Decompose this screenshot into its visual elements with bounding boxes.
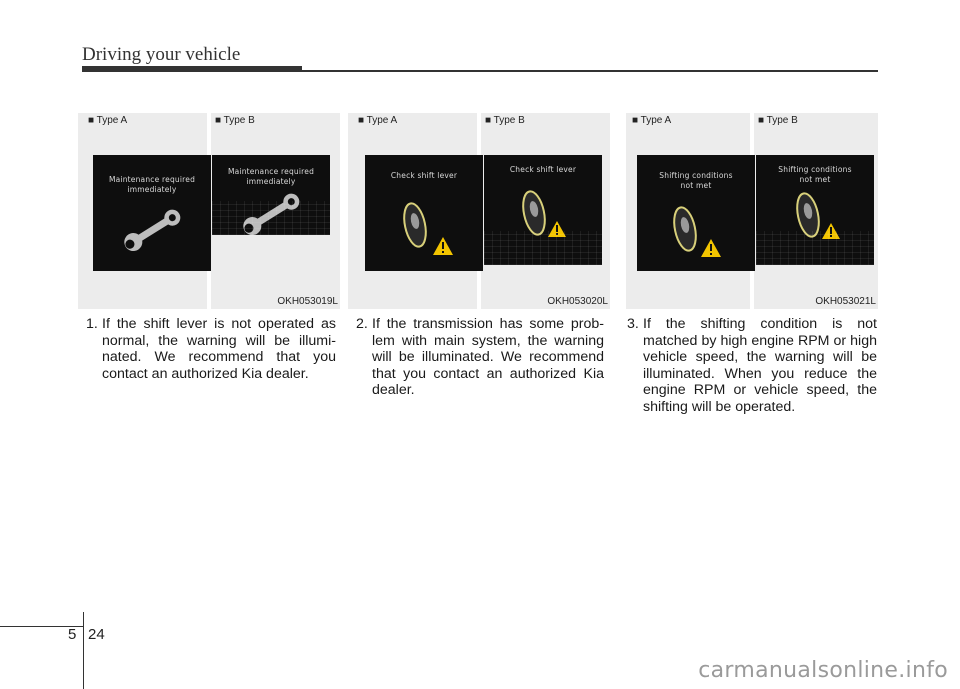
screen-message: Check shift lever (390, 171, 458, 180)
instruction-item-2 (356, 316, 604, 399)
image-code: OKH053020L (547, 296, 608, 307)
shift-lever-warning-icon (756, 155, 874, 265)
type-b-label: ■ Type B (485, 115, 525, 126)
type-b-label: ■ Type B (215, 115, 255, 126)
item-number: 1. (86, 316, 98, 332)
figure-panel-shifting-conditions (626, 113, 878, 309)
screen-message: Maintenance required immediately (227, 167, 315, 186)
image-code: OKH053019L (277, 296, 338, 307)
shift-lever-warning-icon (637, 155, 755, 271)
instruction-item-3 (627, 316, 877, 416)
cluster-screen-type-b (212, 155, 330, 235)
cluster-screen-type-a (365, 155, 483, 271)
instruction-item-1 (86, 316, 336, 382)
screen-message: Check shift lever (509, 165, 577, 174)
shift-lever-warning-icon (484, 155, 602, 265)
cluster-screen-type-b (756, 155, 874, 265)
shift-lever-warning-icon (365, 155, 483, 271)
header-rule-thin (302, 70, 878, 72)
cluster-screen-type-a (93, 155, 211, 271)
figure-panel-maintenance (78, 113, 340, 309)
item-number: 2. (356, 316, 368, 332)
screen-message: Shifting conditions not met (778, 165, 852, 184)
type-a-label: ■ Type A (632, 115, 672, 126)
type-a-label: ■ Type A (88, 115, 128, 126)
wrench-icon (93, 155, 211, 271)
chapter-number: 5 (68, 626, 77, 643)
cluster-screen-type-b (484, 155, 602, 265)
item-text: If the shift lever is not operated as normal, the warning will be illumi- nated. We recommend that you contact an authorized Kia dealer. (102, 316, 336, 382)
page-header-title: Driving your vehicle (82, 44, 241, 65)
header-rule-thick (82, 66, 302, 72)
wrench-icon (212, 155, 330, 235)
screen-message: Maintenance required immediately (108, 175, 196, 194)
type-a-label: ■ Type A (358, 115, 398, 126)
type-b-label: ■ Type B (758, 115, 798, 126)
screen-message: Shifting conditions not met (659, 171, 733, 190)
item-text: If the shifting condition is not matched by high engine RPM or high vehicle speed, the warning will be illuminated. When you reduce the engine RPM or vehicle speed, the shifting will be operated. (643, 316, 877, 415)
figure-panel-check-shift-lever (348, 113, 610, 309)
page-number: 24 (88, 626, 105, 643)
cluster-screen-type-a (637, 155, 755, 271)
image-code: OKH053021L (815, 296, 876, 307)
item-number: 3. (627, 316, 639, 332)
item-text: If the transmission has some prob- lem with main system, the warning will be illuminated. We recommend that you contact an authorized Kia dealer. (372, 316, 604, 399)
footer-vertical-rule (83, 612, 84, 689)
watermark: carmanualsonline.info (698, 658, 948, 683)
